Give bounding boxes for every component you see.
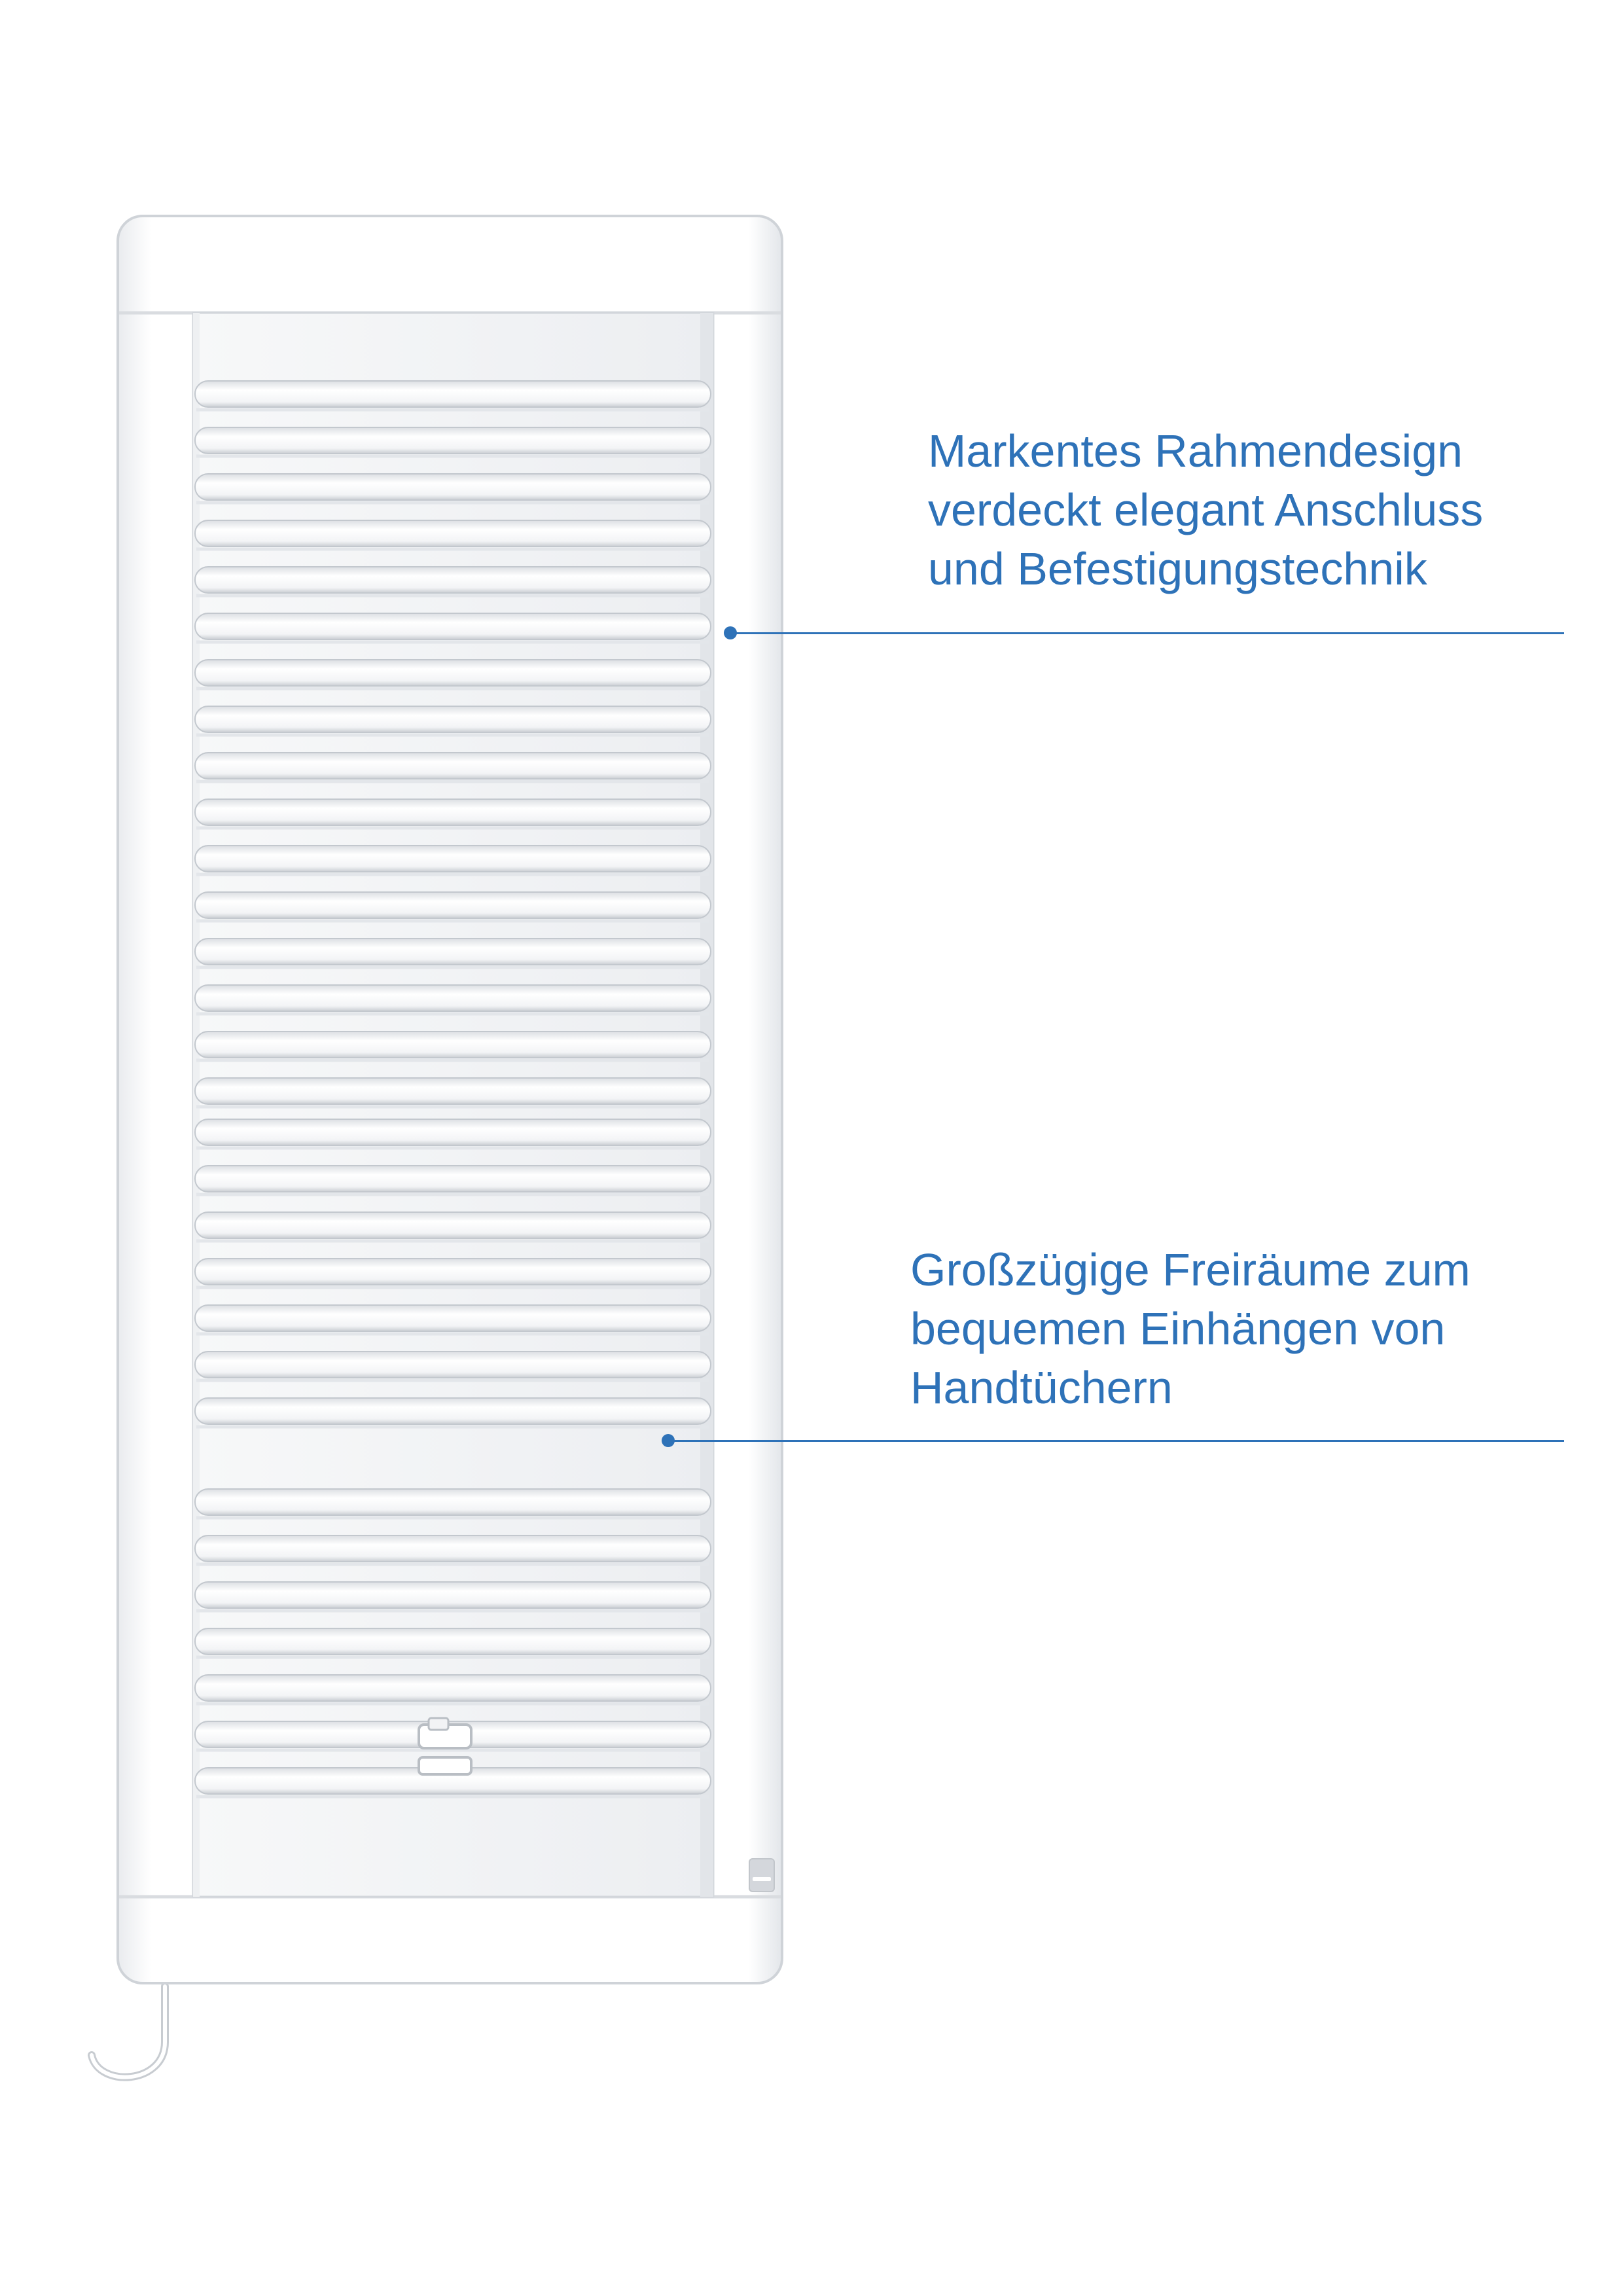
callout-leader-line <box>668 1440 1564 1442</box>
radiator-rail <box>195 1582 711 1608</box>
radiator-rail <box>195 381 711 407</box>
valve-knob-icon <box>419 1718 471 1774</box>
radiator-rail <box>195 1398 711 1424</box>
towel-hook-icon <box>92 1986 165 2077</box>
radiator-rails <box>195 381 711 1797</box>
callout-line: verdeckt elegant Anschluss <box>928 484 1484 535</box>
callout-line: und Befestigungstechnik <box>928 543 1427 594</box>
callout-dot-icon <box>662 1434 675 1447</box>
radiator-rail <box>195 660 711 686</box>
radiator-rail <box>195 567 711 593</box>
callout-leader-line <box>730 632 1564 634</box>
radiator-rail <box>195 474 711 500</box>
callout-frame-design <box>928 422 1483 598</box>
radiator-rail <box>195 985 711 1011</box>
radiator-rail <box>195 1078 711 1104</box>
radiator-rail <box>195 1489 711 1515</box>
callout-line: bequemen Einhängen von <box>910 1303 1446 1354</box>
radiator-rail <box>195 1352 711 1378</box>
radiator-rail <box>195 799 711 825</box>
radiator-rail <box>195 939 711 965</box>
radiator-rail <box>195 1259 711 1285</box>
callout-dot-icon <box>724 626 737 639</box>
radiator-rail <box>195 1675 711 1701</box>
radiator-rail <box>195 613 711 639</box>
radiator-rail <box>195 1119 711 1145</box>
radiator-rail <box>195 706 711 732</box>
radiator-rail <box>195 1031 711 1058</box>
callout-free-space <box>910 1240 1471 1417</box>
radiator-rail <box>195 892 711 918</box>
radiator-rail <box>195 1166 711 1192</box>
radiator-rail <box>195 753 711 779</box>
callout-line: Großzügige Freiräume zum <box>910 1244 1471 1295</box>
radiator-rail <box>195 846 711 872</box>
radiator-rail <box>195 1305 711 1331</box>
radiator-rail <box>195 1212 711 1238</box>
radiator-rail <box>195 1535 711 1562</box>
radiator-rail <box>195 1628 711 1655</box>
brand-logo-badge <box>749 1859 774 1892</box>
radiator-rail <box>195 520 711 547</box>
callout-line: Markentes Rahmendesign <box>928 425 1463 476</box>
radiator-rail <box>195 427 711 454</box>
callout-line: Handtüchern <box>910 1362 1173 1413</box>
